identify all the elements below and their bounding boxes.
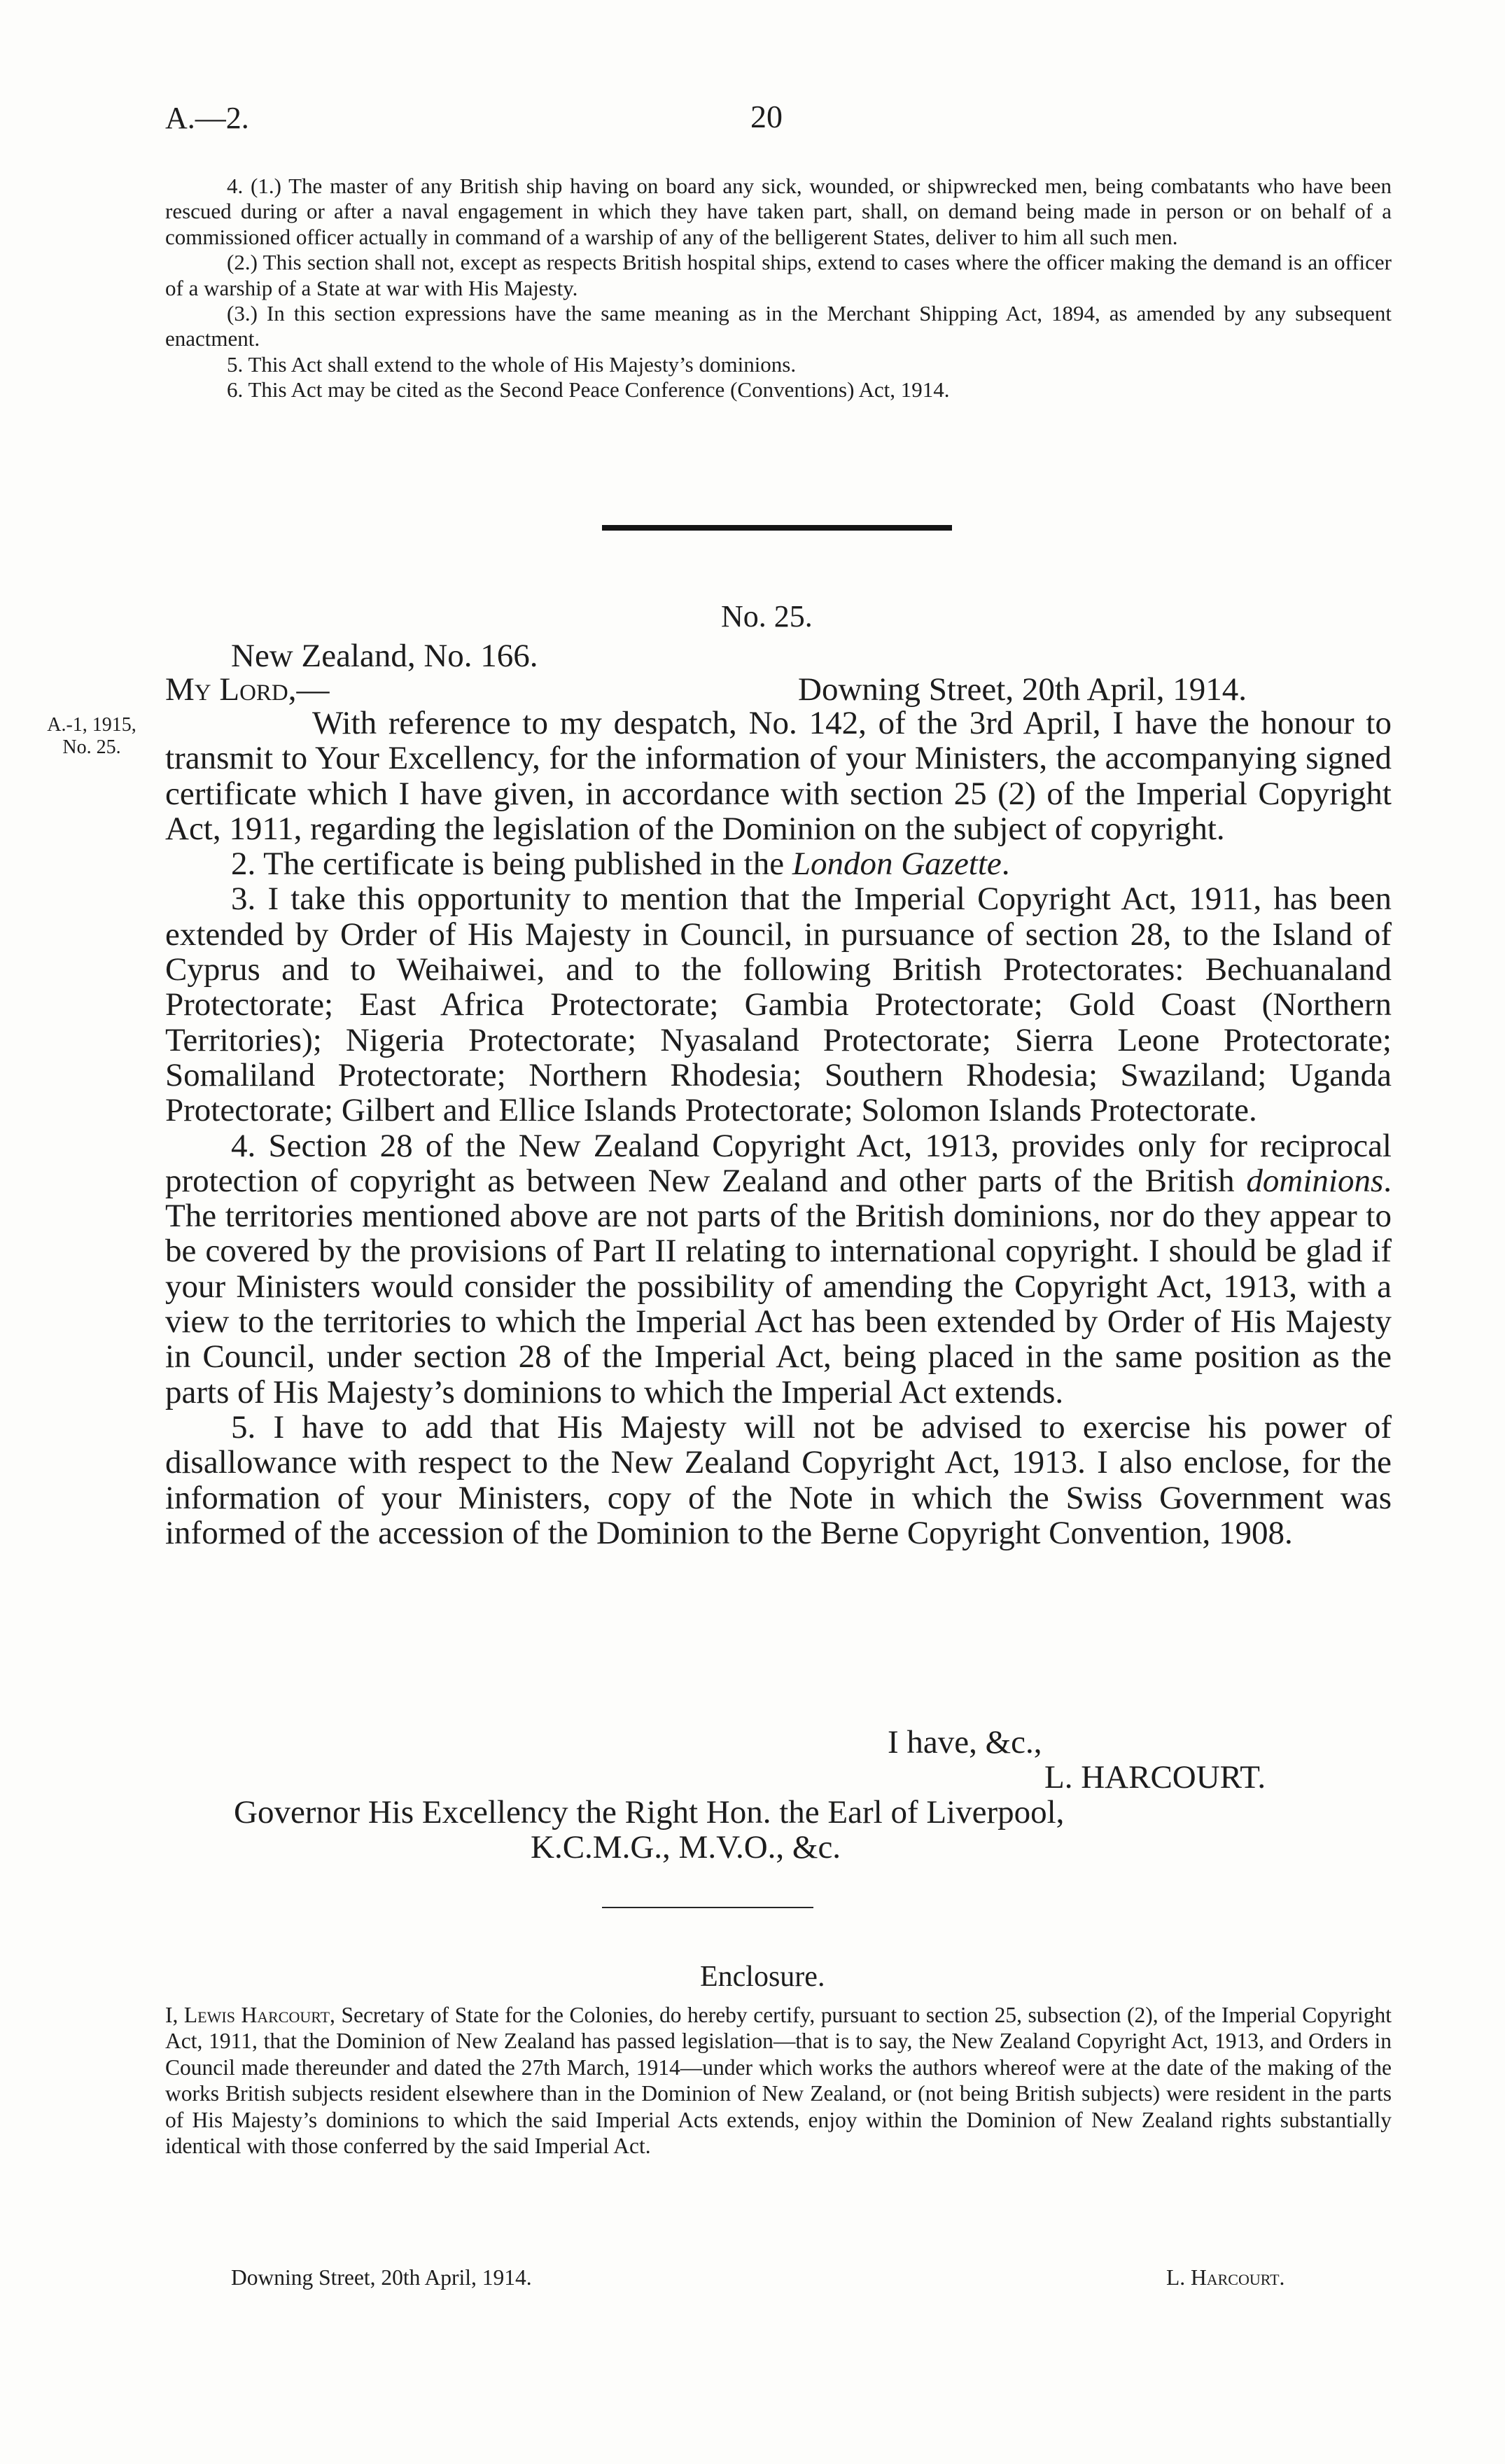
enclosure-divider xyxy=(602,1907,813,1908)
recipient-line-2: K.C.M.G., M.V.O., &c. xyxy=(531,1829,841,1865)
page-reference: A.—2. xyxy=(165,101,249,135)
certificate-text: I, Lewis Harcourt, Secretary of State for the Colonies, do hereby certify, pursuant to section 25, subsection (2), of the Imperial Copyright Act, 1911, that the Dominion of New Zealand has passed legislation—that is to say, the New Zealand Copyright Act, 1913, and Orders in Council made thereunder and dated the 27th March, 1914—under which works the authors whereof were at the date of the making of the works British subjects resident elsewhere than in the Dominion of New Zealand, or (not being British subjects) were resident in the parts of His Majesty’s dominions to which the said Imperial Acts extends, enjoy within the Dominion of New Zealand rights substantially identical with those conferred by the said Imperial Act. xyxy=(165,2003,1392,2159)
certificate-signature: L. Harcourt. xyxy=(1166,2265,1285,2290)
letter-paragraph-4: 4. Section 28 of the New Zealand Copyright Act, 1913, provides only for reciprocal protection of copyright as between New Zealand and other parts of the British dominions. The territories mentioned above are not parts of the British dominions, nor do they appear to be covered by the provisions of Part II relating to international copyright. I should be glad if your Ministers would consider the possibility of amending the Copyright Act, 1913, with a view to the territories to which the Imperial Act has been extended by Order of His Majesty in Council, under section 28 of the Imperial Act, being placed in the same position as the parts of His Majesty’s dominions to which the Imperial Act extends. xyxy=(165,1127,1392,1410)
letter-paragraph-5: 5. I have to add that His Majesty will not be advised to exercise his power of disallowance with respect to the New Zealand Copyright Act, 1913. I also enclose, for the information of your Ministers, copy of the Note in which the Swiss Government was informed of the accession of the Dominion to the Berne Copyright Convention, 1908. xyxy=(165,1408,1392,1551)
section-4-2: (2.) This section shall not, except as respects British hospital ships, extend to cases where the officer making the demand is an officer of a warship of a State at war with His Majesty. xyxy=(165,250,1392,300)
section-4-3: (3.) In this section expressions have the same meaning as in the Merchant Shipping Act, 1894, as amended by any subsequent enactment. xyxy=(165,301,1392,351)
section-divider xyxy=(602,525,952,531)
closing: I have, &c., xyxy=(888,1724,1042,1760)
letter-paragraph-3: 3. I take this opportunity to mention that the Imperial Copyright Act, 1911, has been extended by Order of His Majesty in Council, in pursuance of section 28, to the Island of Cyprus and to Weihaiwei, and to the following British Protectorates: Bechuanaland Protectorate; East Africa Protectorate; Gambia Protectorate; Gold Coast (Northern Territories); Nigeria Protectorate; Nyasaland Protectorate; Sierra Leone Protectorate; Somaliland Protectorate; Northern Rhodesia; Southern Rhodesia; Swaziland; Uganda Protectorate; Gilbert and Ellice Islands Protectorate; Solomon Islands Protectorate. xyxy=(165,881,1392,1129)
salutation: My Lord,— xyxy=(165,671,330,708)
despatch-reference: New Zealand, No. 166. xyxy=(231,638,538,674)
section-6: 6. This Act may be cited as the Second Peace Conference (Conventions) Act, 1914. xyxy=(227,377,950,402)
document-number: No. 25. xyxy=(721,599,813,634)
recipient-line-1: Governor His Excellency the Right Hon. the Earl of Liverpool, xyxy=(234,1794,1065,1830)
section-5: 5. This Act shall extend to the whole of His Majesty’s dominions. xyxy=(227,351,797,377)
enclosure-heading: Enclosure. xyxy=(700,1961,825,1993)
letter-body xyxy=(165,706,1392,1550)
signature: L. HARCOURT. xyxy=(1044,1759,1266,1795)
letter-place-date: Downing Street, 20th April, 1914. xyxy=(798,671,1247,708)
letter-paragraph-1: With reference to my despatch, No. 142, of the 3rd April, I have the honour to transmit to Your Excellency, for the information of your Ministers, the accompanying signed certificate which I have given, in accordance with section 25 (2) of the Imperial Copyright Act, 1911, regarding the legislation of the Dominion on the subject of copyright. xyxy=(165,705,1392,847)
margin-note: A.-1, 1915, No. 25. xyxy=(47,714,136,758)
certificate-place-date: Downing Street, 20th April, 1914. xyxy=(231,2265,532,2290)
page-number: 20 xyxy=(750,99,783,134)
letter-paragraph-2: 2. The certificate is being published in the London Gazette. xyxy=(231,846,1010,883)
section-4-1: 4. (1.) The master of any British ship having on board any sick, wounded, or shipwrecked men, being combatants who have been rescued during or after a naval engagement in which they have taken part, shall, on demand being made in person or on behalf of a commissioned officer actually in command of a warship of any of the belligerent States, deliver to him all such men. xyxy=(165,174,1392,249)
act-sections xyxy=(165,174,1392,403)
